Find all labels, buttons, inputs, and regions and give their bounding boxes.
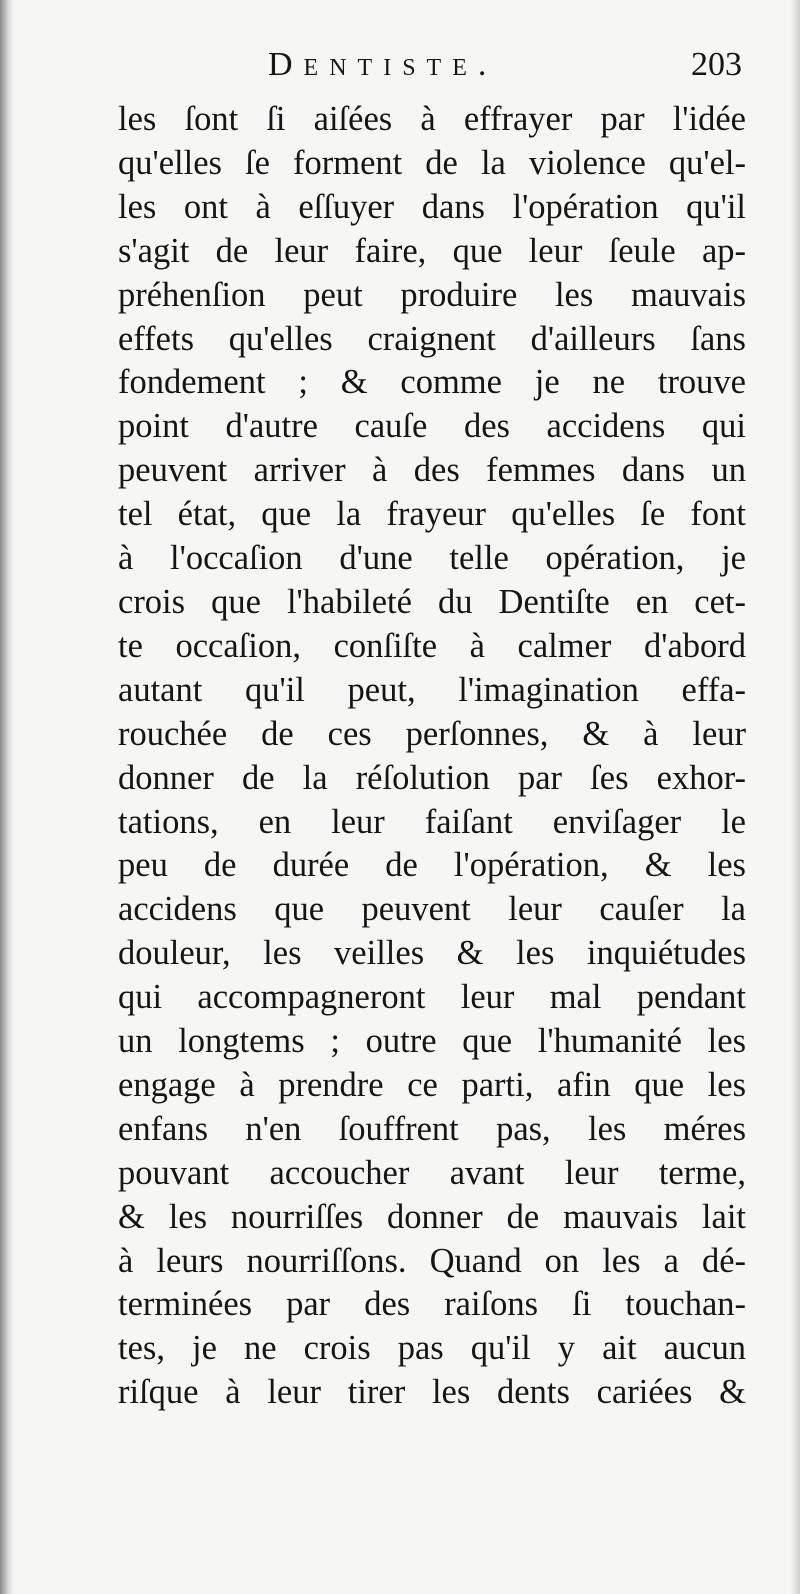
text-line: douleur, les veilles & les inquiétudes (118, 934, 746, 973)
page-number: 203 (691, 46, 742, 83)
text-line: préhenſion peut produire les mauvais (118, 275, 746, 314)
page-edge-right (790, 0, 800, 1594)
running-head (118, 46, 742, 96)
text-line: enfans n'en ſouffrent pas, les méres (118, 1109, 746, 1148)
text-line: qu'elles ſe forment de la violence qu'el- (118, 143, 746, 182)
text-line: à l'occaſion d'une telle opération, je (118, 539, 746, 578)
text-line: donner de la réſolution par ſes exhor- (118, 758, 746, 797)
text-line: effets qu'elles craignent d'ailleurs ſans (118, 319, 746, 358)
text-line: tations, en leur faiſant enviſager le (118, 802, 746, 841)
text-line: accidens que peuvent leur cauſer la (118, 890, 746, 929)
text-line: engage à prendre ce parti, afin que les (118, 1065, 746, 1104)
text-line: autant qu'il peut, l'imagination effa- (118, 670, 746, 709)
text-line: tel état, que la frayeur qu'elles ſe font (118, 495, 746, 534)
text-line: te occaſion, conſiſte à calmer d'abord (118, 626, 746, 665)
text-line: les ont à eſſuyer dans l'opération qu'il (118, 187, 746, 226)
text-line: s'agit de leur faire, que leur ſeule ap- (118, 231, 746, 270)
text-line: à leurs nourriſſons. Quand on les a dé- (118, 1241, 746, 1280)
text-line: pouvant accoucher avant leur terme, (118, 1153, 746, 1192)
text-line: crois que l'habileté du Dentiſte en cet- (118, 582, 746, 621)
body-text (118, 98, 746, 1415)
text-line: fondement ; & comme je ne trouve (118, 363, 746, 402)
page-edge-shadow (0, 0, 14, 1594)
running-title: Dentiste. (268, 46, 498, 83)
text-line: tes, je ne crois pas qu'il y ait aucun (118, 1329, 746, 1368)
text-line: & les nourriſſes donner de mauvais lait (118, 1197, 746, 1236)
text-line: riſque à leur tirer les dents cariées & (118, 1373, 746, 1412)
text-line: terminées par des raiſons ſi touchan- (118, 1285, 746, 1324)
text-line: un longtems ; outre que l'humanité les (118, 1022, 746, 1061)
text-line: peu de durée de l'opération, & les (118, 846, 746, 885)
text-line: rouchée de ces perſonnes, & à leur (118, 714, 746, 753)
text-line: point d'autre cauſe des accidens qui (118, 407, 746, 446)
text-line: les ſont ſi aiſées à effrayer par l'idée (118, 100, 746, 138)
text-line: qui accompagneront leur mal pendant (118, 978, 746, 1017)
text-line: peuvent arriver à des femmes dans un (118, 451, 746, 490)
